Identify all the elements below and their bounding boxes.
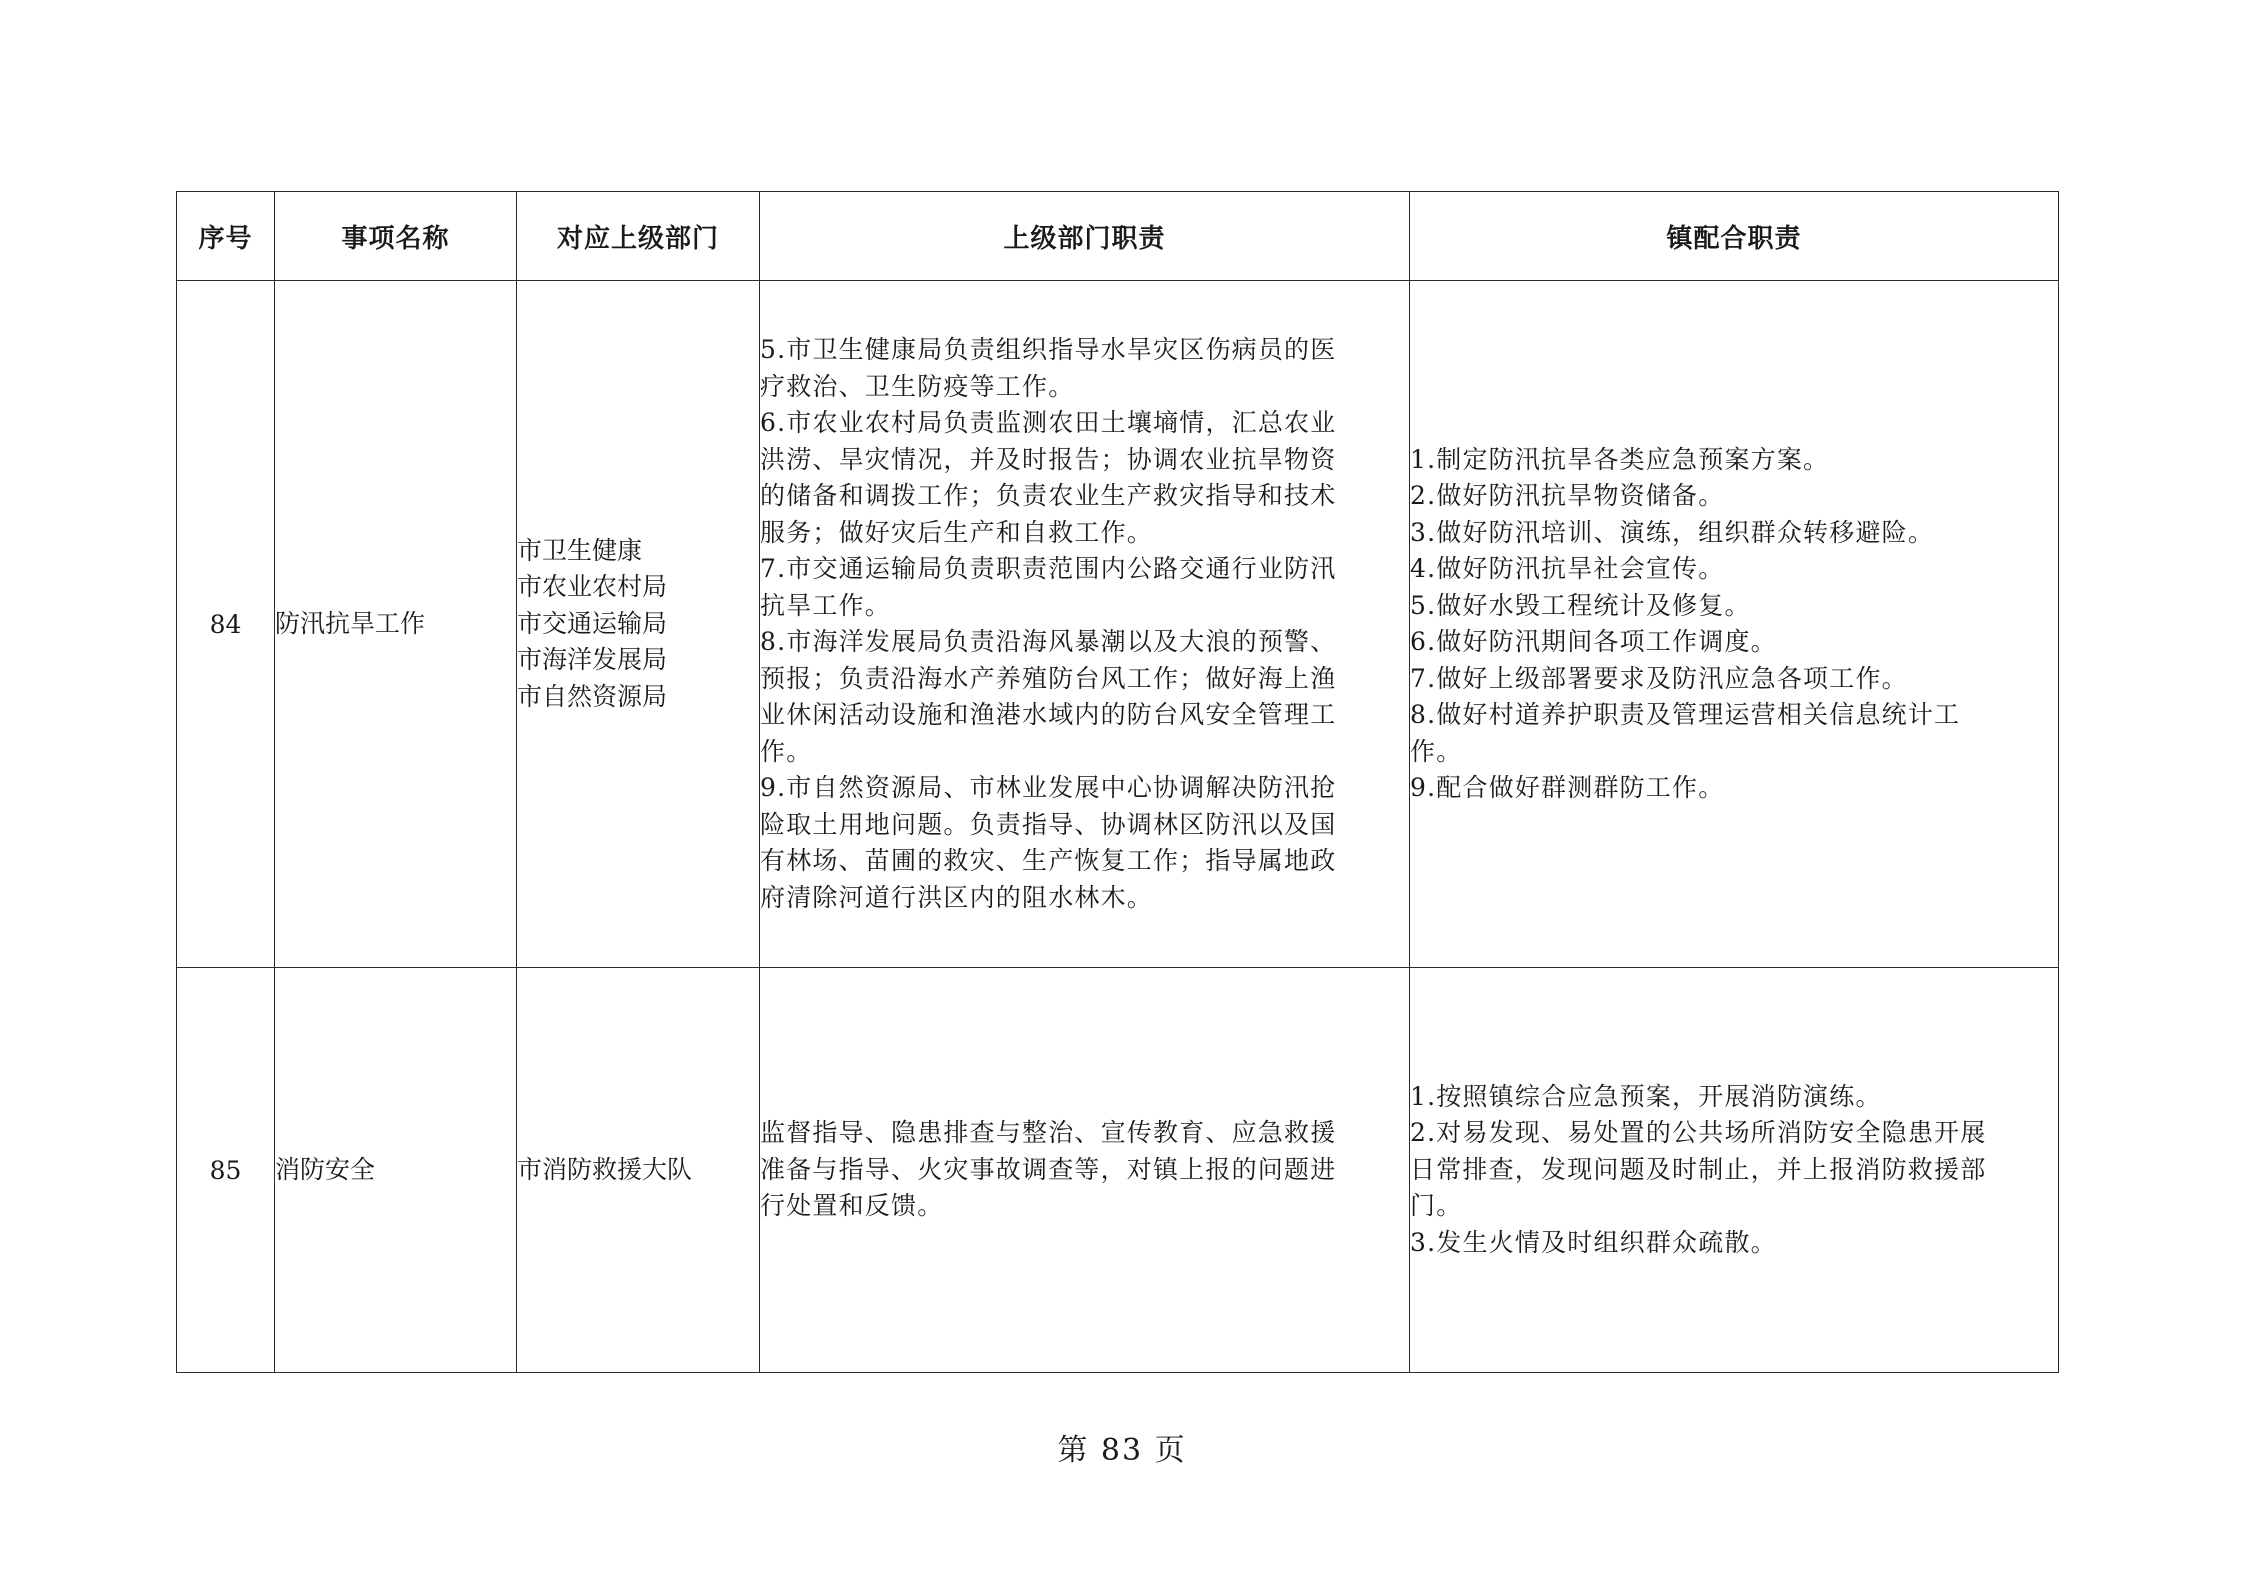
- row-item-name: 防汛抗旱工作: [275, 281, 517, 968]
- duty-line: 8.市海洋发展局负责沿海风暴潮以及大浪的预警、: [760, 627, 1337, 656]
- table-row: [177, 968, 2059, 1373]
- row-number: 85: [177, 968, 275, 1373]
- row-upper-dept: [517, 968, 760, 1373]
- duty-line: 作。: [760, 736, 813, 766]
- duty-line: 服务；做好灾后生产和自救工作。: [760, 517, 1154, 547]
- duty-line: 5.市卫生健康局负责组织指导水旱灾区伤病员的医: [760, 335, 1337, 364]
- town-line: 3.做好防汛培训、演练，组织群众转移避险。: [1410, 517, 1935, 547]
- row-upper-duty: [760, 281, 1410, 968]
- row-upper-duty: [760, 968, 1410, 1373]
- town-line: 1.按照镇综合应急预案，开展消防演练。: [1410, 1081, 1882, 1111]
- duty-line: 洪涝、旱灾情况，并及时报告；协调农业抗旱物资: [760, 444, 1337, 474]
- row-upper-dept: [517, 281, 760, 968]
- row-town-duty: [1410, 281, 2059, 968]
- header-town-duty: 镇配合职责: [1410, 192, 2059, 281]
- town-line: 9.配合做好群测群防工作。: [1410, 773, 1725, 802]
- town-line: 3.发生火情及时组织群众疏散。: [1410, 1227, 1777, 1257]
- town-line: 作。: [1410, 736, 1463, 766]
- row-item-name: 消防安全: [275, 968, 517, 1373]
- table-row: [177, 281, 2059, 968]
- duty-line: 抗旱工作。: [760, 590, 892, 620]
- dept-line: 市交通运输局: [517, 608, 668, 638]
- town-line: 8.做好村道养护职责及管理运营相关信息统计工: [1410, 700, 1961, 729]
- duty-line: 有林场、苗圃的救灾、生产恢复工作；指导属地政: [760, 846, 1337, 875]
- dept-line: 市卫生健康: [517, 535, 643, 565]
- town-line: 4.做好防汛抗旱社会宣传。: [1410, 554, 1725, 583]
- duty-line: 监督指导、隐患排查与整治、宣传教育、应急救援: [760, 1118, 1337, 1148]
- duty-line: 府清除河道行洪区内的阻水林木。: [760, 882, 1154, 912]
- town-line: 门。: [1410, 1191, 1463, 1221]
- duty-table: [176, 191, 2059, 1373]
- town-line: 7.做好上级部署要求及防汛应急各项工作。: [1410, 663, 1908, 693]
- dept-line: 市海洋发展局: [517, 645, 668, 675]
- duty-line: 业休闲活动设施和渔港水域内的防台风安全管理工: [760, 700, 1337, 729]
- row-number: 84: [177, 281, 275, 968]
- town-line: 2.对易发现、易处置的公共场所消防安全隐患开展: [1410, 1118, 1987, 1148]
- header-upper-dept: 对应上级部门: [517, 192, 760, 281]
- duty-line: 险取土用地问题。负责指导、协调林区防汛以及国: [760, 809, 1337, 839]
- dept-line: 市农业农村局: [517, 572, 668, 602]
- duty-line: 6.市农业农村局负责监测农田土壤墒情，汇总农业: [760, 408, 1337, 437]
- duty-line: 7.市交通运输局负责职责范围内公路交通行业防汛: [760, 554, 1337, 583]
- duty-line: 预报；负责沿海水产养殖防台风工作；做好海上渔: [760, 663, 1337, 693]
- town-line: 1.制定防汛抗旱各类应急预案方案。: [1410, 444, 1830, 474]
- duty-line: 准备与指导、火灾事故调查等，对镇上报的问题进: [760, 1154, 1337, 1184]
- header-no: 序号: [177, 192, 275, 281]
- page-number: 第 83 页: [1057, 1433, 1187, 1468]
- row-town-duty: [1410, 968, 2059, 1373]
- town-line: 5.做好水毁工程统计及修复。: [1410, 590, 1751, 620]
- dept-line: 市自然资源局: [517, 681, 668, 711]
- duty-line: 疗救治、卫生防疫等工作。: [760, 371, 1075, 401]
- header-item-name: 事项名称: [275, 192, 517, 281]
- table-header-row: [177, 192, 2059, 281]
- header-upper-duty: 上级部门职责: [760, 192, 1410, 281]
- town-line: 日常排查，发现问题及时制止，并上报消防救援部: [1410, 1154, 1987, 1184]
- duty-line: 行处置和反馈。: [760, 1191, 944, 1221]
- town-line: 6.做好防汛期间各项工作调度。: [1410, 627, 1777, 656]
- town-line: 2.做好防汛抗旱物资储备。: [1410, 481, 1725, 510]
- duty-line: 9.市自然资源局、市林业发展中心协调解决防汛抢: [760, 773, 1337, 802]
- dept-line: 市消防救援大队: [517, 1154, 693, 1184]
- duty-line: 的储备和调拨工作；负责农业生产救灾指导和技术: [760, 481, 1337, 510]
